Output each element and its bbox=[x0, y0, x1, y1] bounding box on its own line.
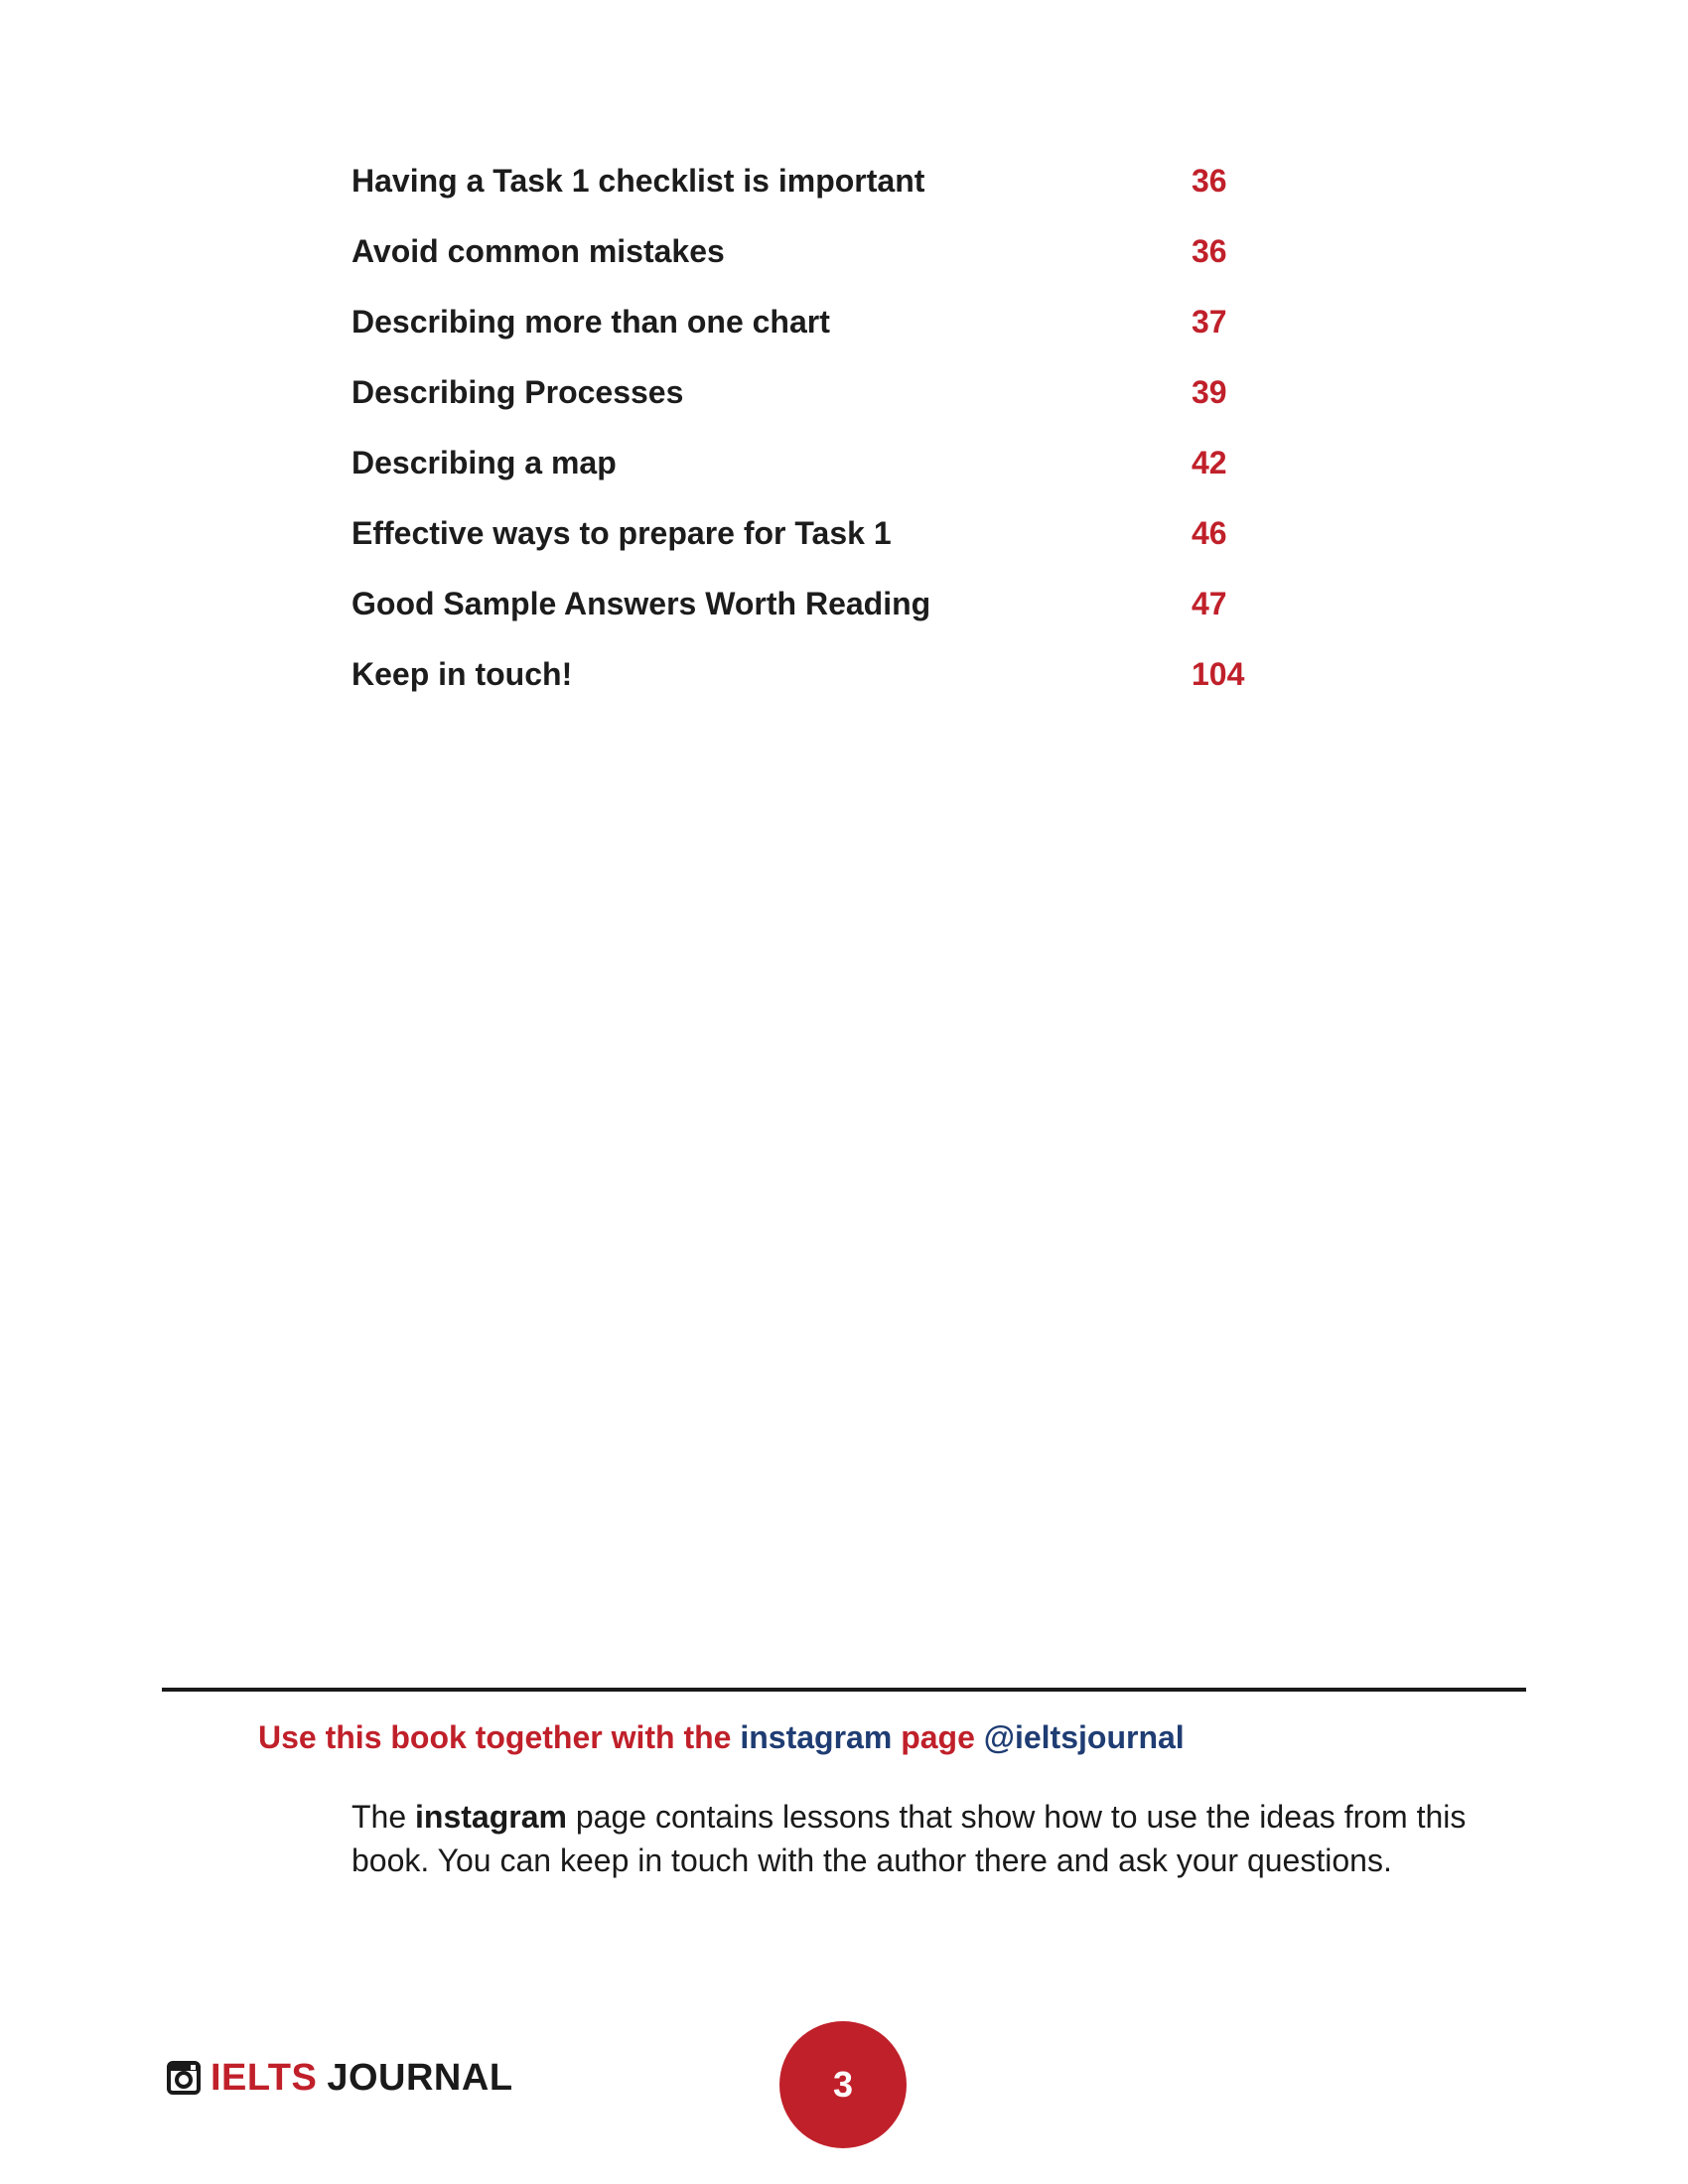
promo-heading-text: Use this book together with the bbox=[258, 1719, 732, 1755]
brand-journal: JOURNAL bbox=[327, 2056, 513, 2099]
promo-heading-page-text: page bbox=[901, 1719, 975, 1755]
toc-entry-page[interactable]: 47 bbox=[1192, 586, 1227, 621]
toc-entry-title[interactable]: Good Sample Answers Worth Reading bbox=[352, 586, 931, 621]
page-number: 3 bbox=[832, 2064, 854, 2105]
toc-entry-page[interactable]: 39 bbox=[1192, 374, 1227, 410]
toc-entry[interactable] bbox=[352, 159, 1265, 229]
toc-entry-page[interactable]: 42 bbox=[1192, 445, 1227, 480]
table-of-contents bbox=[352, 159, 1265, 723]
promo-instagram-link[interactable]: instagram bbox=[740, 1719, 893, 1755]
promo-body-start: The bbox=[352, 1799, 407, 1835]
promo-body bbox=[352, 1795, 1543, 1882]
promo-handle-link[interactable]: @ieltsjournal bbox=[983, 1719, 1185, 1755]
instagram-icon bbox=[167, 2061, 201, 2095]
toc-entry[interactable] bbox=[352, 511, 1265, 582]
toc-entry-title[interactable]: Having a Task 1 checklist is important bbox=[352, 163, 925, 199]
toc-entry-page[interactable]: 104 bbox=[1192, 656, 1245, 692]
toc-entry-page[interactable]: 37 bbox=[1192, 304, 1227, 340]
promo-heading bbox=[258, 1719, 1185, 1756]
toc-entry[interactable] bbox=[352, 300, 1265, 370]
toc-entry-title[interactable]: Describing Processes bbox=[352, 374, 684, 410]
toc-entry[interactable] bbox=[352, 441, 1265, 511]
toc-entry-title[interactable]: Keep in touch! bbox=[352, 656, 573, 692]
toc-entry-title[interactable]: Effective ways to prepare for Task 1 bbox=[352, 515, 892, 551]
toc-entry-title[interactable]: Describing more than one chart bbox=[352, 304, 830, 340]
brand-ielts: IELTS bbox=[211, 2056, 318, 2099]
toc-entry-page[interactable]: 36 bbox=[1192, 233, 1227, 269]
promo-body-rest: page contains lessons that show how to use the ideas from this book. You can keep in touch with the author there and ask your questions. bbox=[352, 1799, 1467, 1878]
toc-entry[interactable] bbox=[352, 229, 1265, 300]
toc-entry[interactable] bbox=[352, 370, 1265, 441]
page-number-badge bbox=[779, 2021, 907, 2148]
promo-body-bold: instagram bbox=[415, 1799, 567, 1835]
toc-entry[interactable] bbox=[352, 652, 1265, 723]
footer-brand[interactable] bbox=[167, 2053, 513, 2103]
toc-entry-title[interactable]: Avoid common mistakes bbox=[352, 233, 725, 269]
toc-entry-page[interactable]: 46 bbox=[1192, 515, 1227, 551]
toc-entry[interactable] bbox=[352, 582, 1265, 652]
toc-entry-title[interactable]: Describing a map bbox=[352, 445, 617, 480]
toc-entry-page[interactable]: 36 bbox=[1192, 163, 1227, 199]
section-divider bbox=[162, 1688, 1526, 1692]
